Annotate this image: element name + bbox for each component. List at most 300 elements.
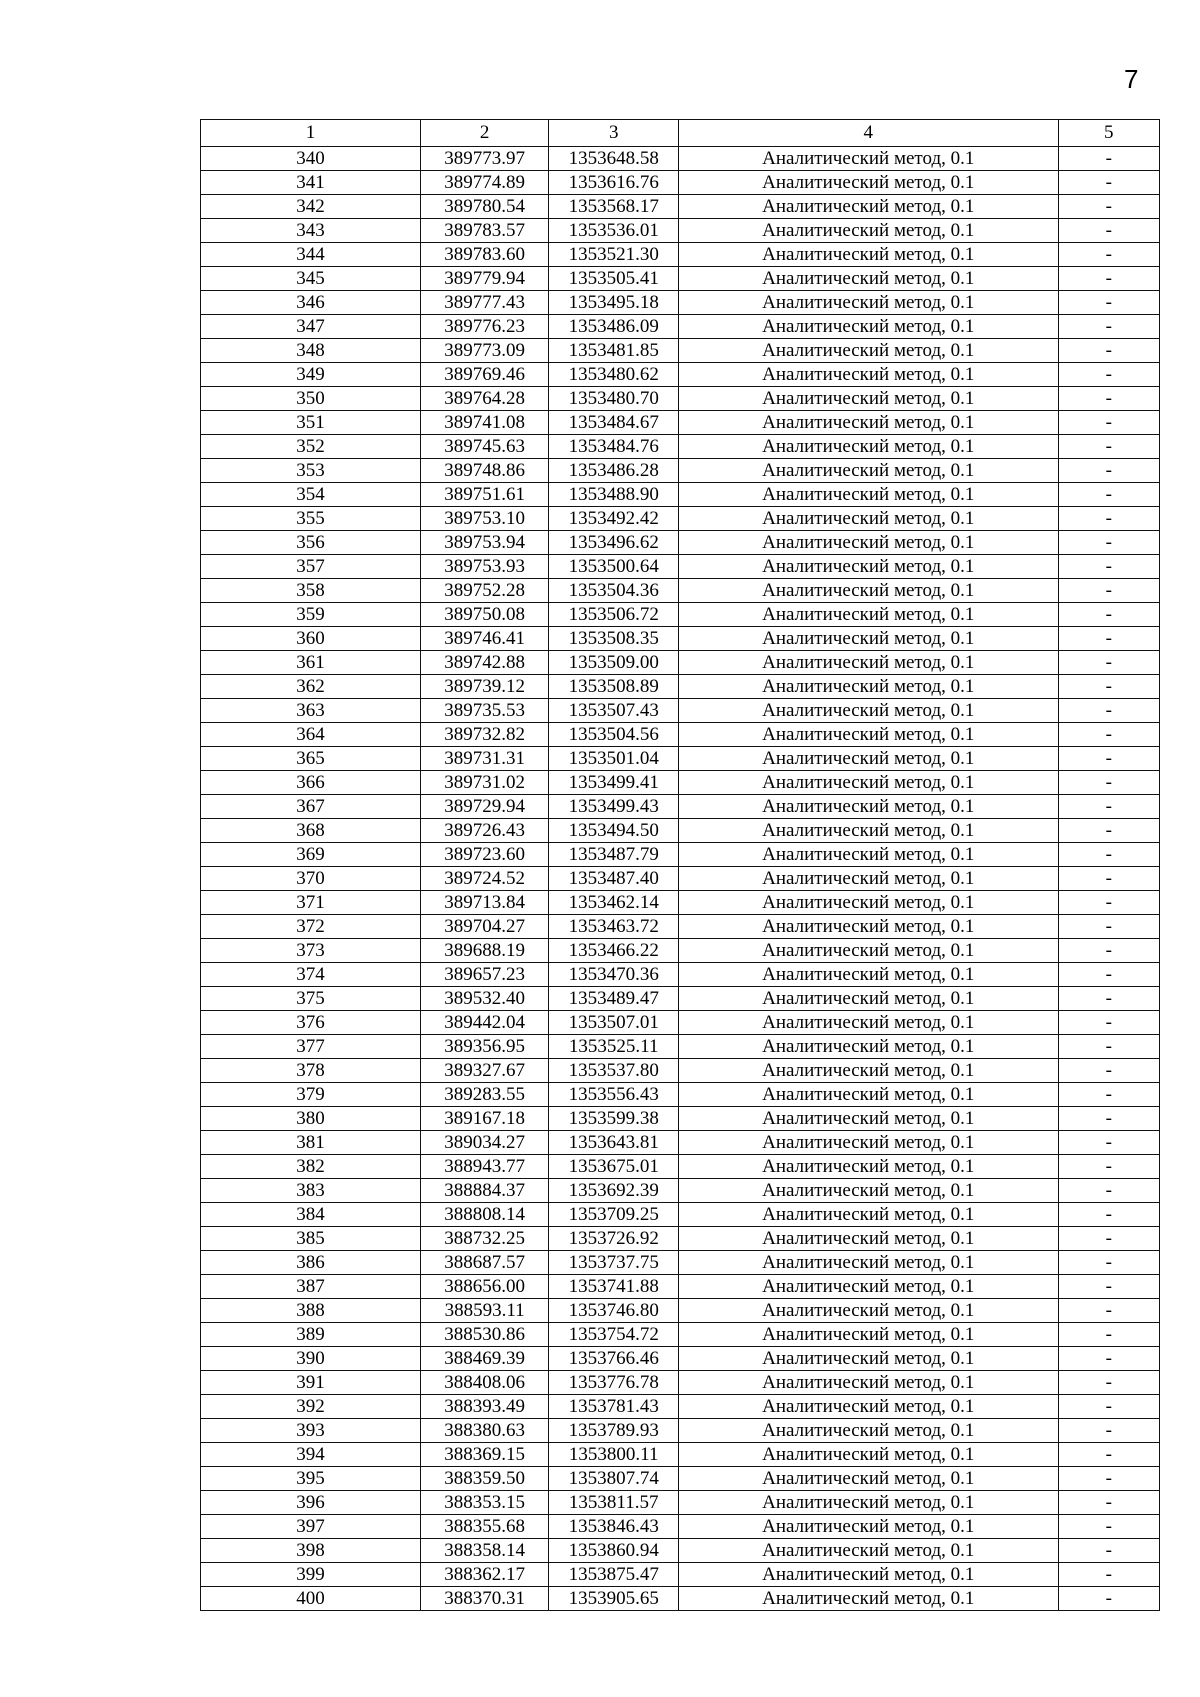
method-cell: Аналитический метод, 0.1	[678, 771, 1058, 795]
table-row	[201, 867, 1160, 891]
table-row	[201, 1491, 1160, 1515]
x-coordinate-cell: 389751.61	[420, 483, 549, 507]
table-row	[201, 1059, 1160, 1083]
table-row	[201, 435, 1160, 459]
table-row	[201, 171, 1160, 195]
point-number-cell: 358	[201, 579, 421, 603]
table-row	[201, 1395, 1160, 1419]
x-coordinate-cell: 389753.10	[420, 507, 549, 531]
method-cell: Аналитический метод, 0.1	[678, 363, 1058, 387]
table-row	[201, 1587, 1160, 1611]
note-cell: -	[1058, 1419, 1159, 1443]
point-number-cell: 391	[201, 1371, 421, 1395]
table-row	[201, 1563, 1160, 1587]
table-row	[201, 195, 1160, 219]
point-number-cell: 340	[201, 147, 421, 171]
method-cell: Аналитический метод, 0.1	[678, 1467, 1058, 1491]
note-cell: -	[1058, 1443, 1159, 1467]
note-cell: -	[1058, 795, 1159, 819]
note-cell: -	[1058, 555, 1159, 579]
note-cell: -	[1058, 1083, 1159, 1107]
point-number-cell: 383	[201, 1179, 421, 1203]
note-cell: -	[1058, 411, 1159, 435]
point-number-cell: 345	[201, 267, 421, 291]
y-coordinate-cell: 1353675.01	[549, 1155, 679, 1179]
y-coordinate-cell: 1353504.36	[549, 579, 679, 603]
y-coordinate-cell: 1353504.56	[549, 723, 679, 747]
y-coordinate-cell: 1353484.76	[549, 435, 679, 459]
y-coordinate-cell: 1353811.57	[549, 1491, 679, 1515]
note-cell: -	[1058, 771, 1159, 795]
point-number-cell: 393	[201, 1419, 421, 1443]
y-coordinate-cell: 1353508.35	[549, 627, 679, 651]
point-number-cell: 349	[201, 363, 421, 387]
point-number-cell: 394	[201, 1443, 421, 1467]
point-number-cell: 378	[201, 1059, 421, 1083]
point-number-cell: 343	[201, 219, 421, 243]
note-cell: -	[1058, 171, 1159, 195]
table-row	[201, 1323, 1160, 1347]
x-coordinate-cell: 389731.31	[420, 747, 549, 771]
table-header	[201, 120, 1160, 147]
x-coordinate-cell: 389657.23	[420, 963, 549, 987]
method-cell: Аналитический метод, 0.1	[678, 339, 1058, 363]
method-cell: Аналитический метод, 0.1	[678, 1539, 1058, 1563]
note-cell: -	[1058, 1203, 1159, 1227]
method-cell: Аналитический метод, 0.1	[678, 147, 1058, 171]
note-cell: -	[1058, 891, 1159, 915]
y-coordinate-cell: 1353643.81	[549, 1131, 679, 1155]
x-coordinate-cell: 389327.67	[420, 1059, 549, 1083]
table-row	[201, 699, 1160, 723]
method-cell: Аналитический метод, 0.1	[678, 459, 1058, 483]
x-coordinate-cell: 389780.54	[420, 195, 549, 219]
point-number-cell: 387	[201, 1275, 421, 1299]
point-number-cell: 348	[201, 339, 421, 363]
y-coordinate-cell: 1353481.85	[549, 339, 679, 363]
x-coordinate-cell: 389283.55	[420, 1083, 549, 1107]
method-cell: Аналитический метод, 0.1	[678, 699, 1058, 723]
y-coordinate-cell: 1353616.76	[549, 171, 679, 195]
note-cell: -	[1058, 147, 1159, 171]
y-coordinate-cell: 1353905.65	[549, 1587, 679, 1611]
y-coordinate-cell: 1353508.89	[549, 675, 679, 699]
method-cell: Аналитический метод, 0.1	[678, 1155, 1058, 1179]
x-coordinate-cell: 389764.28	[420, 387, 549, 411]
note-cell: -	[1058, 627, 1159, 651]
y-coordinate-cell: 1353568.17	[549, 195, 679, 219]
x-coordinate-cell: 389777.43	[420, 291, 549, 315]
table-row	[201, 1371, 1160, 1395]
note-cell: -	[1058, 267, 1159, 291]
point-number-cell: 371	[201, 891, 421, 915]
x-coordinate-cell: 389688.19	[420, 939, 549, 963]
method-cell: Аналитический метод, 0.1	[678, 387, 1058, 411]
method-cell: Аналитический метод, 0.1	[678, 507, 1058, 531]
method-cell: Аналитический метод, 0.1	[678, 1443, 1058, 1467]
y-coordinate-cell: 1353496.62	[549, 531, 679, 555]
x-coordinate-cell: 388884.37	[420, 1179, 549, 1203]
x-coordinate-cell: 389731.02	[420, 771, 549, 795]
column-header-1: 1	[201, 120, 421, 147]
y-coordinate-cell: 1353487.40	[549, 867, 679, 891]
method-cell: Аналитический метод, 0.1	[678, 315, 1058, 339]
note-cell: -	[1058, 723, 1159, 747]
point-number-cell: 364	[201, 723, 421, 747]
x-coordinate-cell: 388370.31	[420, 1587, 549, 1611]
table-row	[201, 339, 1160, 363]
method-cell: Аналитический метод, 0.1	[678, 1011, 1058, 1035]
note-cell: -	[1058, 843, 1159, 867]
x-coordinate-cell: 389724.52	[420, 867, 549, 891]
note-cell: -	[1058, 1347, 1159, 1371]
y-coordinate-cell: 1353692.39	[549, 1179, 679, 1203]
y-coordinate-cell: 1353507.43	[549, 699, 679, 723]
note-cell: -	[1058, 699, 1159, 723]
note-cell: -	[1058, 339, 1159, 363]
table-row	[201, 1083, 1160, 1107]
note-cell: -	[1058, 1563, 1159, 1587]
method-cell: Аналитический метод, 0.1	[678, 1131, 1058, 1155]
point-number-cell: 374	[201, 963, 421, 987]
method-cell: Аналитический метод, 0.1	[678, 1227, 1058, 1251]
y-coordinate-cell: 1353556.43	[549, 1083, 679, 1107]
table-row	[201, 915, 1160, 939]
method-cell: Аналитический метод, 0.1	[678, 1371, 1058, 1395]
x-coordinate-cell: 388593.11	[420, 1299, 549, 1323]
method-cell: Аналитический метод, 0.1	[678, 1251, 1058, 1275]
method-cell: Аналитический метод, 0.1	[678, 531, 1058, 555]
table-row	[201, 363, 1160, 387]
note-cell: -	[1058, 531, 1159, 555]
table-row	[201, 675, 1160, 699]
y-coordinate-cell: 1353501.04	[549, 747, 679, 771]
point-number-cell: 381	[201, 1131, 421, 1155]
x-coordinate-cell: 389723.60	[420, 843, 549, 867]
table-row	[201, 795, 1160, 819]
point-number-cell: 377	[201, 1035, 421, 1059]
table-row	[201, 1299, 1160, 1323]
coordinates-table	[200, 119, 1160, 1611]
point-number-cell: 354	[201, 483, 421, 507]
point-number-cell: 384	[201, 1203, 421, 1227]
y-coordinate-cell: 1353800.11	[549, 1443, 679, 1467]
x-coordinate-cell: 389532.40	[420, 987, 549, 1011]
table-row	[201, 1251, 1160, 1275]
note-cell: -	[1058, 507, 1159, 531]
note-cell: -	[1058, 1275, 1159, 1299]
table-row	[201, 291, 1160, 315]
point-number-cell: 366	[201, 771, 421, 795]
table-row	[201, 1203, 1160, 1227]
x-coordinate-cell: 389442.04	[420, 1011, 549, 1035]
table-row	[201, 483, 1160, 507]
method-cell: Аналитический метод, 0.1	[678, 1563, 1058, 1587]
y-coordinate-cell: 1353495.18	[549, 291, 679, 315]
point-number-cell: 369	[201, 843, 421, 867]
x-coordinate-cell: 389704.27	[420, 915, 549, 939]
point-number-cell: 368	[201, 819, 421, 843]
point-number-cell: 356	[201, 531, 421, 555]
table-row	[201, 843, 1160, 867]
point-number-cell: 399	[201, 1563, 421, 1587]
y-coordinate-cell: 1353499.43	[549, 795, 679, 819]
x-coordinate-cell: 388369.15	[420, 1443, 549, 1467]
point-number-cell: 390	[201, 1347, 421, 1371]
point-number-cell: 389	[201, 1323, 421, 1347]
method-cell: Аналитический метод, 0.1	[678, 987, 1058, 1011]
y-coordinate-cell: 1353462.14	[549, 891, 679, 915]
note-cell: -	[1058, 1539, 1159, 1563]
x-coordinate-cell: 388687.57	[420, 1251, 549, 1275]
method-cell: Аналитический метод, 0.1	[678, 675, 1058, 699]
column-header-4: 4	[678, 120, 1058, 147]
table-row	[201, 1515, 1160, 1539]
point-number-cell: 360	[201, 627, 421, 651]
x-coordinate-cell: 389034.27	[420, 1131, 549, 1155]
table-row	[201, 1155, 1160, 1179]
note-cell: -	[1058, 819, 1159, 843]
method-cell: Аналитический метод, 0.1	[678, 795, 1058, 819]
note-cell: -	[1058, 387, 1159, 411]
table-row	[201, 1179, 1160, 1203]
y-coordinate-cell: 1353480.70	[549, 387, 679, 411]
x-coordinate-cell: 388943.77	[420, 1155, 549, 1179]
y-coordinate-cell: 1353509.00	[549, 651, 679, 675]
x-coordinate-cell: 389746.41	[420, 627, 549, 651]
table-row	[201, 1443, 1160, 1467]
method-cell: Аналитический метод, 0.1	[678, 219, 1058, 243]
y-coordinate-cell: 1353709.25	[549, 1203, 679, 1227]
x-coordinate-cell: 389783.57	[420, 219, 549, 243]
method-cell: Аналитический метод, 0.1	[678, 819, 1058, 843]
point-number-cell: 342	[201, 195, 421, 219]
method-cell: Аналитический метод, 0.1	[678, 1491, 1058, 1515]
y-coordinate-cell: 1353776.78	[549, 1371, 679, 1395]
method-cell: Аналитический метод, 0.1	[678, 483, 1058, 507]
note-cell: -	[1058, 1515, 1159, 1539]
point-number-cell: 351	[201, 411, 421, 435]
x-coordinate-cell: 389753.93	[420, 555, 549, 579]
table-row	[201, 243, 1160, 267]
method-cell: Аналитический метод, 0.1	[678, 1395, 1058, 1419]
y-coordinate-cell: 1353489.47	[549, 987, 679, 1011]
y-coordinate-cell: 1353488.90	[549, 483, 679, 507]
method-cell: Аналитический метод, 0.1	[678, 891, 1058, 915]
y-coordinate-cell: 1353648.58	[549, 147, 679, 171]
table-row	[201, 555, 1160, 579]
y-coordinate-cell: 1353875.47	[549, 1563, 679, 1587]
column-header-2: 2	[420, 120, 549, 147]
point-number-cell: 347	[201, 315, 421, 339]
point-number-cell: 392	[201, 1395, 421, 1419]
y-coordinate-cell: 1353463.72	[549, 915, 679, 939]
method-cell: Аналитический метод, 0.1	[678, 579, 1058, 603]
table-row	[201, 1419, 1160, 1443]
note-cell: -	[1058, 1395, 1159, 1419]
x-coordinate-cell: 388355.68	[420, 1515, 549, 1539]
table-row	[201, 507, 1160, 531]
method-cell: Аналитический метод, 0.1	[678, 603, 1058, 627]
table-row	[201, 1011, 1160, 1035]
x-coordinate-cell: 389748.86	[420, 459, 549, 483]
point-number-cell: 350	[201, 387, 421, 411]
y-coordinate-cell: 1353537.80	[549, 1059, 679, 1083]
point-number-cell: 359	[201, 603, 421, 627]
point-number-cell: 361	[201, 651, 421, 675]
note-cell: -	[1058, 1227, 1159, 1251]
x-coordinate-cell: 388469.39	[420, 1347, 549, 1371]
x-coordinate-cell: 388362.17	[420, 1563, 549, 1587]
x-coordinate-cell: 389713.84	[420, 891, 549, 915]
point-number-cell: 355	[201, 507, 421, 531]
table-row	[201, 1227, 1160, 1251]
x-coordinate-cell: 388353.15	[420, 1491, 549, 1515]
method-cell: Аналитический метод, 0.1	[678, 1107, 1058, 1131]
note-cell: -	[1058, 219, 1159, 243]
x-coordinate-cell: 389783.60	[420, 243, 549, 267]
note-cell: -	[1058, 243, 1159, 267]
note-cell: -	[1058, 363, 1159, 387]
note-cell: -	[1058, 435, 1159, 459]
table-row	[201, 387, 1160, 411]
x-coordinate-cell: 389732.82	[420, 723, 549, 747]
method-cell: Аналитический метод, 0.1	[678, 243, 1058, 267]
y-coordinate-cell: 1353487.79	[549, 843, 679, 867]
y-coordinate-cell: 1353860.94	[549, 1539, 679, 1563]
point-number-cell: 395	[201, 1467, 421, 1491]
y-coordinate-cell: 1353741.88	[549, 1275, 679, 1299]
table-row	[201, 1275, 1160, 1299]
y-coordinate-cell: 1353536.01	[549, 219, 679, 243]
point-number-cell: 353	[201, 459, 421, 483]
method-cell: Аналитический метод, 0.1	[678, 915, 1058, 939]
y-coordinate-cell: 1353499.41	[549, 771, 679, 795]
y-coordinate-cell: 1353494.50	[549, 819, 679, 843]
note-cell: -	[1058, 1251, 1159, 1275]
method-cell: Аналитический метод, 0.1	[678, 171, 1058, 195]
method-cell: Аналитический метод, 0.1	[678, 1347, 1058, 1371]
table-row	[201, 219, 1160, 243]
point-number-cell: 372	[201, 915, 421, 939]
point-number-cell: 376	[201, 1011, 421, 1035]
table-row	[201, 771, 1160, 795]
method-cell: Аналитический метод, 0.1	[678, 1515, 1058, 1539]
method-cell: Аналитический метод, 0.1	[678, 555, 1058, 579]
method-cell: Аналитический метод, 0.1	[678, 291, 1058, 315]
method-cell: Аналитический метод, 0.1	[678, 195, 1058, 219]
method-cell: Аналитический метод, 0.1	[678, 1203, 1058, 1227]
y-coordinate-cell: 1353781.43	[549, 1395, 679, 1419]
method-cell: Аналитический метод, 0.1	[678, 747, 1058, 771]
point-number-cell: 398	[201, 1539, 421, 1563]
method-cell: Аналитический метод, 0.1	[678, 1275, 1058, 1299]
note-cell: -	[1058, 1299, 1159, 1323]
table-row	[201, 531, 1160, 555]
y-coordinate-cell: 1353789.93	[549, 1419, 679, 1443]
note-cell: -	[1058, 963, 1159, 987]
method-cell: Аналитический метод, 0.1	[678, 1323, 1058, 1347]
note-cell: -	[1058, 459, 1159, 483]
x-coordinate-cell: 389729.94	[420, 795, 549, 819]
point-number-cell: 400	[201, 1587, 421, 1611]
x-coordinate-cell: 389741.08	[420, 411, 549, 435]
point-number-cell: 344	[201, 243, 421, 267]
x-coordinate-cell: 388359.50	[420, 1467, 549, 1491]
table-row	[201, 939, 1160, 963]
note-cell: -	[1058, 675, 1159, 699]
y-coordinate-cell: 1353480.62	[549, 363, 679, 387]
table-row	[201, 1131, 1160, 1155]
method-cell: Аналитический метод, 0.1	[678, 843, 1058, 867]
table-row	[201, 987, 1160, 1011]
x-coordinate-cell: 389167.18	[420, 1107, 549, 1131]
point-number-cell: 386	[201, 1251, 421, 1275]
note-cell: -	[1058, 291, 1159, 315]
x-coordinate-cell: 389742.88	[420, 651, 549, 675]
x-coordinate-cell: 389735.53	[420, 699, 549, 723]
note-cell: -	[1058, 1371, 1159, 1395]
y-coordinate-cell: 1353500.64	[549, 555, 679, 579]
column-header-5: 5	[1058, 120, 1159, 147]
y-coordinate-cell: 1353521.30	[549, 243, 679, 267]
method-cell: Аналитический метод, 0.1	[678, 723, 1058, 747]
y-coordinate-cell: 1353737.75	[549, 1251, 679, 1275]
note-cell: -	[1058, 1491, 1159, 1515]
y-coordinate-cell: 1353507.01	[549, 1011, 679, 1035]
table-row	[201, 723, 1160, 747]
method-cell: Аналитический метод, 0.1	[678, 651, 1058, 675]
note-cell: -	[1058, 1587, 1159, 1611]
table-row	[201, 1347, 1160, 1371]
column-header-3: 3	[549, 120, 679, 147]
method-cell: Аналитический метод, 0.1	[678, 627, 1058, 651]
note-cell: -	[1058, 1011, 1159, 1035]
table-row	[201, 651, 1160, 675]
table-row	[201, 963, 1160, 987]
note-cell: -	[1058, 1035, 1159, 1059]
note-cell: -	[1058, 1131, 1159, 1155]
y-coordinate-cell: 1353525.11	[549, 1035, 679, 1059]
note-cell: -	[1058, 867, 1159, 891]
x-coordinate-cell: 389776.23	[420, 315, 549, 339]
x-coordinate-cell: 388732.25	[420, 1227, 549, 1251]
table-row	[201, 147, 1160, 171]
x-coordinate-cell: 389779.94	[420, 267, 549, 291]
method-cell: Аналитический метод, 0.1	[678, 1059, 1058, 1083]
method-cell: Аналитический метод, 0.1	[678, 1299, 1058, 1323]
note-cell: -	[1058, 483, 1159, 507]
y-coordinate-cell: 1353807.74	[549, 1467, 679, 1491]
method-cell: Аналитический метод, 0.1	[678, 435, 1058, 459]
method-cell: Аналитический метод, 0.1	[678, 1419, 1058, 1443]
x-coordinate-cell: 388380.63	[420, 1419, 549, 1443]
table-row	[201, 1467, 1160, 1491]
x-coordinate-cell: 388408.06	[420, 1371, 549, 1395]
table-body	[201, 147, 1160, 1611]
method-cell: Аналитический метод, 0.1	[678, 1179, 1058, 1203]
point-number-cell: 346	[201, 291, 421, 315]
y-coordinate-cell: 1353846.43	[549, 1515, 679, 1539]
note-cell: -	[1058, 1467, 1159, 1491]
y-coordinate-cell: 1353506.72	[549, 603, 679, 627]
method-cell: Аналитический метод, 0.1	[678, 1083, 1058, 1107]
y-coordinate-cell: 1353766.46	[549, 1347, 679, 1371]
note-cell: -	[1058, 195, 1159, 219]
point-number-cell: 382	[201, 1155, 421, 1179]
point-number-cell: 379	[201, 1083, 421, 1107]
x-coordinate-cell: 389774.89	[420, 171, 549, 195]
